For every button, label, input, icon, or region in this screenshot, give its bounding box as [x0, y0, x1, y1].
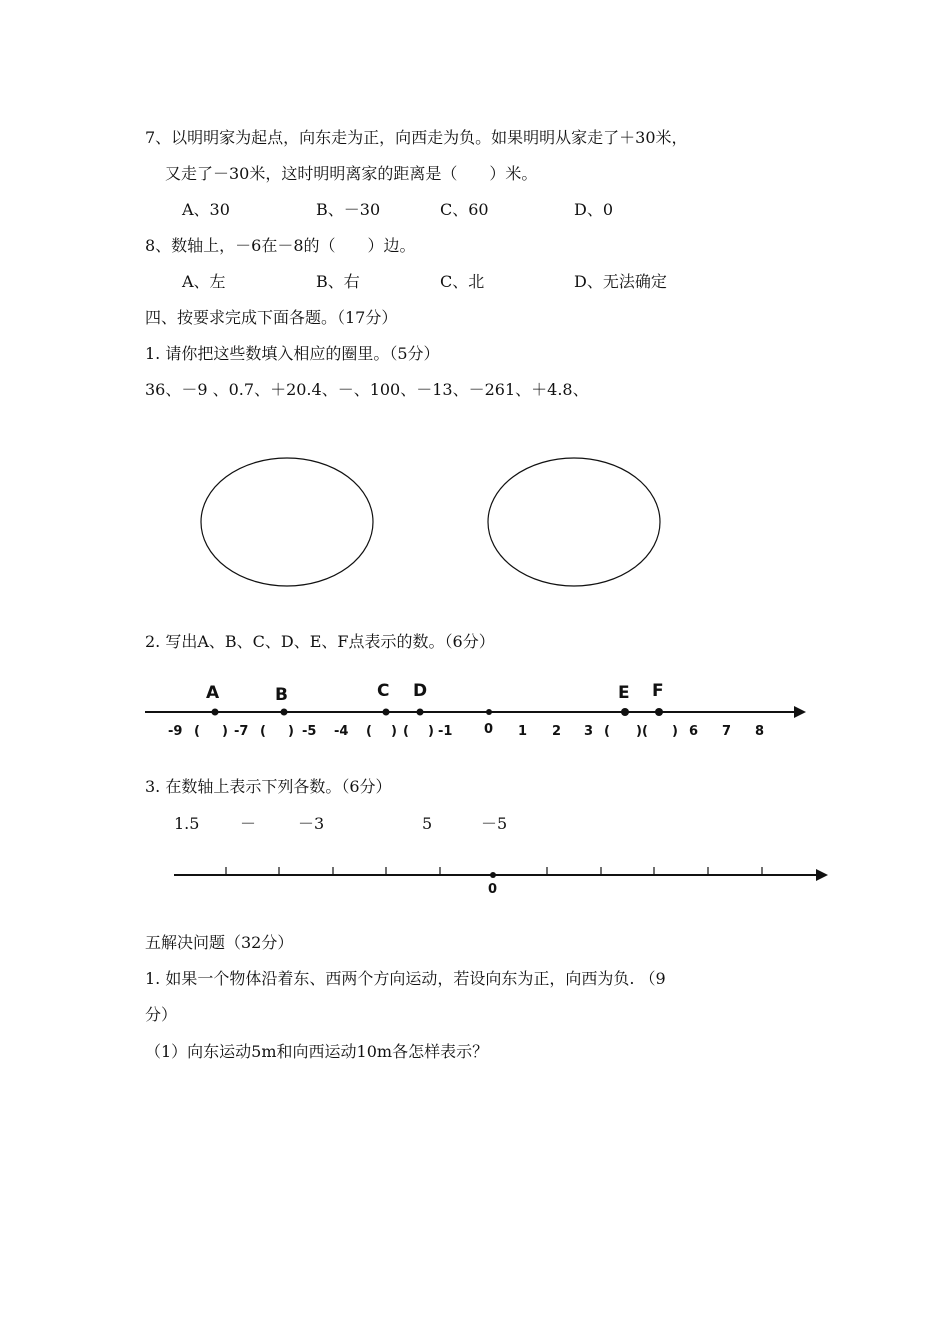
section4-p1-numbers: 36、－9 、0.7、＋20.4、－、100、－13、－261、＋4.8、 — [145, 380, 589, 399]
axis1-label: -4 — [334, 724, 349, 739]
q7-line2: 又走了－30米，这时明明离家的距离是（ ）米。 — [165, 164, 538, 183]
point-a-label: A — [206, 683, 220, 703]
axis1-label: ( — [642, 724, 648, 739]
q8-option-d: D、无法确定 — [574, 272, 667, 291]
axis1-label: 8 — [755, 724, 765, 739]
section4-title: 四、按要求完成下面各题。（17分） — [145, 308, 398, 327]
p3-number: －5 — [481, 814, 508, 833]
axis1-label: ) — [391, 724, 397, 739]
q7-option-c: C、60 — [440, 200, 489, 219]
q8-option-a: A、左 — [182, 272, 226, 291]
axis1-label: ) — [222, 724, 228, 739]
section4-p2-title: 2. 写出A、B、C、D、E、F点表示的数。（6分） — [145, 632, 495, 651]
q7-option-b: B、－30 — [316, 200, 381, 219]
section5-p1-line1: 1. 如果一个物体沿着东、西两个方向运动，若设向东为正，向西为负. （9 — [145, 969, 666, 988]
q8-option-b: B、右 — [316, 272, 360, 291]
point-e-label: E — [618, 683, 630, 703]
section5-p1-sub1: （1）向东运动5m和向西运动10m各怎样表示？ — [145, 1042, 489, 1061]
p3-number: － — [240, 814, 257, 833]
q7-line1: 7、以明明家为起点，向东走为正，向西走为负。如果明明从家走了＋30米， — [145, 128, 688, 147]
axis1-label: ) — [636, 724, 642, 739]
axis1-label: 2 — [552, 724, 562, 739]
axis1-label: ) — [288, 724, 294, 739]
axis1-label: 7 — [722, 724, 732, 739]
point-c-label: C — [377, 681, 390, 701]
axis1-label: ( — [604, 724, 610, 739]
axis1-label: -9 — [168, 724, 183, 739]
axis1-label: ) — [672, 724, 678, 739]
section5-p1-line2: 分） — [145, 1005, 178, 1024]
axis1-label: -1 — [438, 724, 453, 739]
origin-dot-2 — [490, 872, 496, 878]
axis1-label: ( — [403, 724, 409, 739]
axis1-label: ( — [194, 724, 200, 739]
axis1-label: 6 — [689, 724, 699, 739]
axis1-label: -7 — [234, 724, 249, 739]
p3-number: －3 — [298, 814, 325, 833]
axis1-label: 3 — [584, 724, 594, 739]
q8-line1: 8、数轴上，－6在－8的（ ）边。 — [145, 236, 416, 255]
section4-p3-title: 3. 在数轴上表示下列各数。（6分） — [145, 777, 392, 796]
axis1-label: -5 — [302, 724, 317, 739]
q8-option-c: C、北 — [440, 272, 485, 291]
section5-title: 五解决问题（32分） — [145, 933, 294, 952]
axis1-label: 1 — [518, 724, 528, 739]
axis1-label: ( — [260, 724, 266, 739]
axis1-label: 0 — [484, 722, 494, 737]
point-b-label: B — [275, 685, 288, 705]
q7-option-a: A、30 — [182, 200, 230, 219]
q7-option-d: D、0 — [574, 200, 614, 219]
axis1-label: ( — [366, 724, 372, 739]
p3-number: 1.5 — [174, 814, 200, 833]
point-d-label: D — [413, 681, 428, 701]
axis2-origin-label: 0 — [488, 882, 498, 897]
axis1-label: ) — [428, 724, 434, 739]
point-f-label: F — [652, 681, 664, 701]
p3-number: 5 — [422, 814, 433, 833]
section4-p1-title: 1. 请你把这些数填入相应的圈里。（5分） — [145, 344, 440, 363]
